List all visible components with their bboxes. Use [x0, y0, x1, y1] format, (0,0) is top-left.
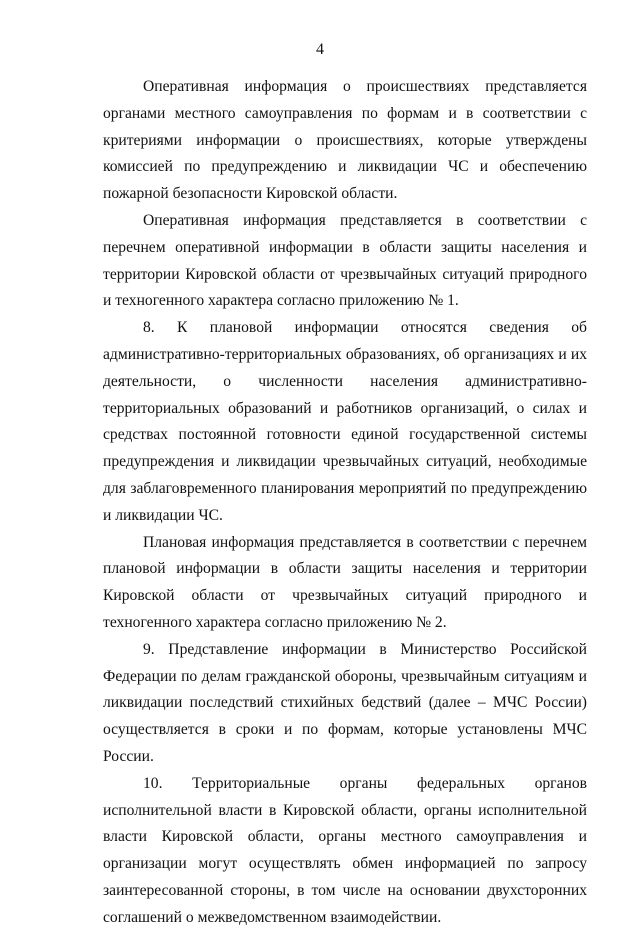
page-number: 4 [316, 41, 324, 58]
paragraph-operational-info-list: Оперативная информация представляется в соответствии с перечнем оперативной информации в области защиты населения и территории Кировской области от чрезвычайных ситуаций природного и техногенного характера согласно приложению № 1. [103, 211, 587, 310]
document-body [103, 74, 587, 932]
paragraph-item-8-planned-info: 8. К плановой информации относятся сведения об административно-территориальных образованиях, об организациях и их деятельности, о численности населения административно-территориальных образований и работников организаций, о силах и средствах постоянной готовности единой государственной системы предупреждения и ликвидации чрезвычайных ситуаций, необходимые для заблаговременного планирования мероприятий по предупреждению и ликвидации ЧС. [103, 319, 587, 524]
paragraph-item-9-mchs: 9. Представление информации в Министерство Российской Федерации по делам гражданской обороны, чрезвычайным ситуациям и ликвидации последствий стихийных бедствий (далее – МЧС России) осуществляется в сроки и по формам, которые установлены МЧС России. [103, 640, 587, 765]
paragraph-item-10-exchange: 10. Территориальные органы федеральных органов исполнительной власти в Кировской области, органы исполнительной власти Кировской области, органы местного самоуправления и организации могут осуществлять обмен информацией по запросу заинтересованной стороны, в том числе на основании двухсторонних соглашений о межведомственном взаимодействии. [103, 774, 587, 926]
paragraph-operational-info-incidents: Оперативная информация о происшествиях представляется органами местного самоуправления по формам и в соответствии с критериями информации о происшествиях, которые утверждены комиссией по предупреждению и ликвидации ЧС и обеспечению пожарной безопасности Кировской области. [103, 78, 587, 203]
paragraph-planned-info-list: Плановая информация представляется в соответствии с перечнем плановой информации в области защиты населения и территории Кировской области от чрезвычайных ситуаций природного и техногенного характера согласно приложению № 2. [103, 533, 587, 631]
